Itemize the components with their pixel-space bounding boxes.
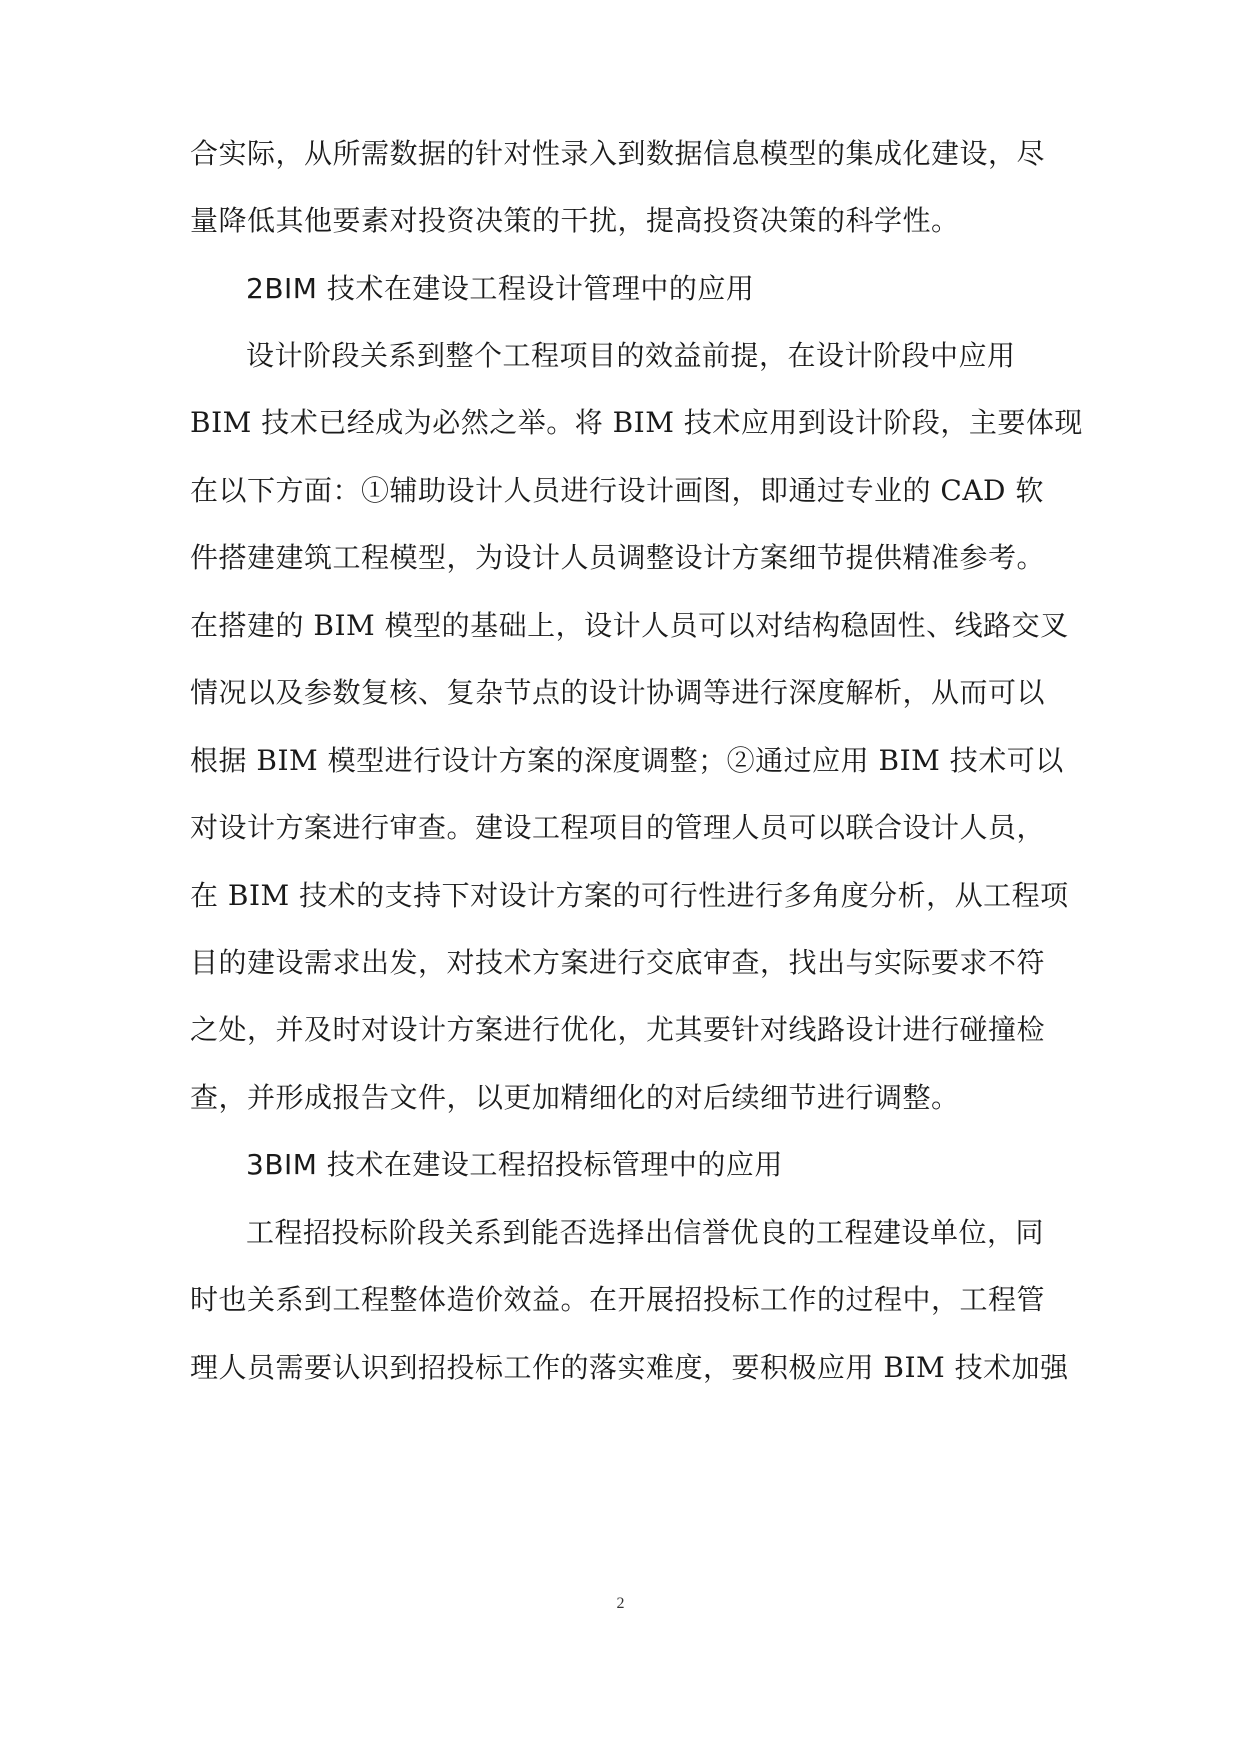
body-line: 在以下方面：①辅助设计人员进行设计画图，即通过专业的 CAD 软: [190, 474, 1044, 507]
body-line: 查，并形成报告文件，以更加精细化的对后续细节进行调整。: [190, 1081, 960, 1114]
body-line: 根据 BIM 模型进行设计方案的深度调整；②通过应用 BIM 技术可以: [190, 744, 1064, 777]
body-line: 情况以及参数复核、复杂节点的设计协调等进行深度解析，从而可以: [190, 676, 1046, 709]
body-line: BIM 技术已经成为必然之举。将 BIM 技术应用到设计阶段，主要体现: [190, 406, 1083, 439]
body-line: 目的建设需求出发，对技术方案进行交底审查，找出与实际要求不符: [190, 946, 1046, 979]
body-line: 在 BIM 技术的支持下对设计方案的可行性进行多角度分析，从工程项: [190, 879, 1069, 912]
section-heading-3: 3BIM 技术在建设工程招投标管理中的应用: [246, 1148, 783, 1181]
body-line: 理人员需要认识到招投标工作的落实难度，要积极应用 BIM 技术加强: [190, 1351, 1069, 1384]
body-line: 合实际，从所需数据的针对性录入到数据信息模型的集成化建设，尽: [190, 137, 1046, 170]
body-line: 之处，并及时对设计方案进行优化，尤其要针对线路设计进行碰撞检: [190, 1013, 1046, 1046]
body-line: 件搭建建筑工程模型，为设计人员调整设计方案细节提供精准参考。: [190, 541, 1046, 574]
section-heading-2: 2BIM 技术在建设工程设计管理中的应用: [246, 272, 755, 305]
body-line: 量降低其他要素对投资决策的干扰，提高投资决策的科学性。: [190, 204, 960, 237]
paragraph-first-line: 设计阶段关系到整个工程项目的效益前提，在设计阶段中应用: [246, 339, 1016, 372]
paragraph-first-line: 工程招投标阶段关系到能否选择出信誉优良的工程建设单位，同: [246, 1216, 1045, 1249]
page-number: 2: [616, 1595, 625, 1612]
body-line: 在搭建的 BIM 模型的基础上，设计人员可以对结构稳固性、线路交叉: [190, 609, 1069, 642]
body-line: 时也关系到工程整体造价效益。在开展招投标工作的过程中，工程管: [190, 1283, 1046, 1316]
body-line: 对设计方案进行审查。建设工程项目的管理人员可以联合设计人员，: [190, 811, 1046, 844]
